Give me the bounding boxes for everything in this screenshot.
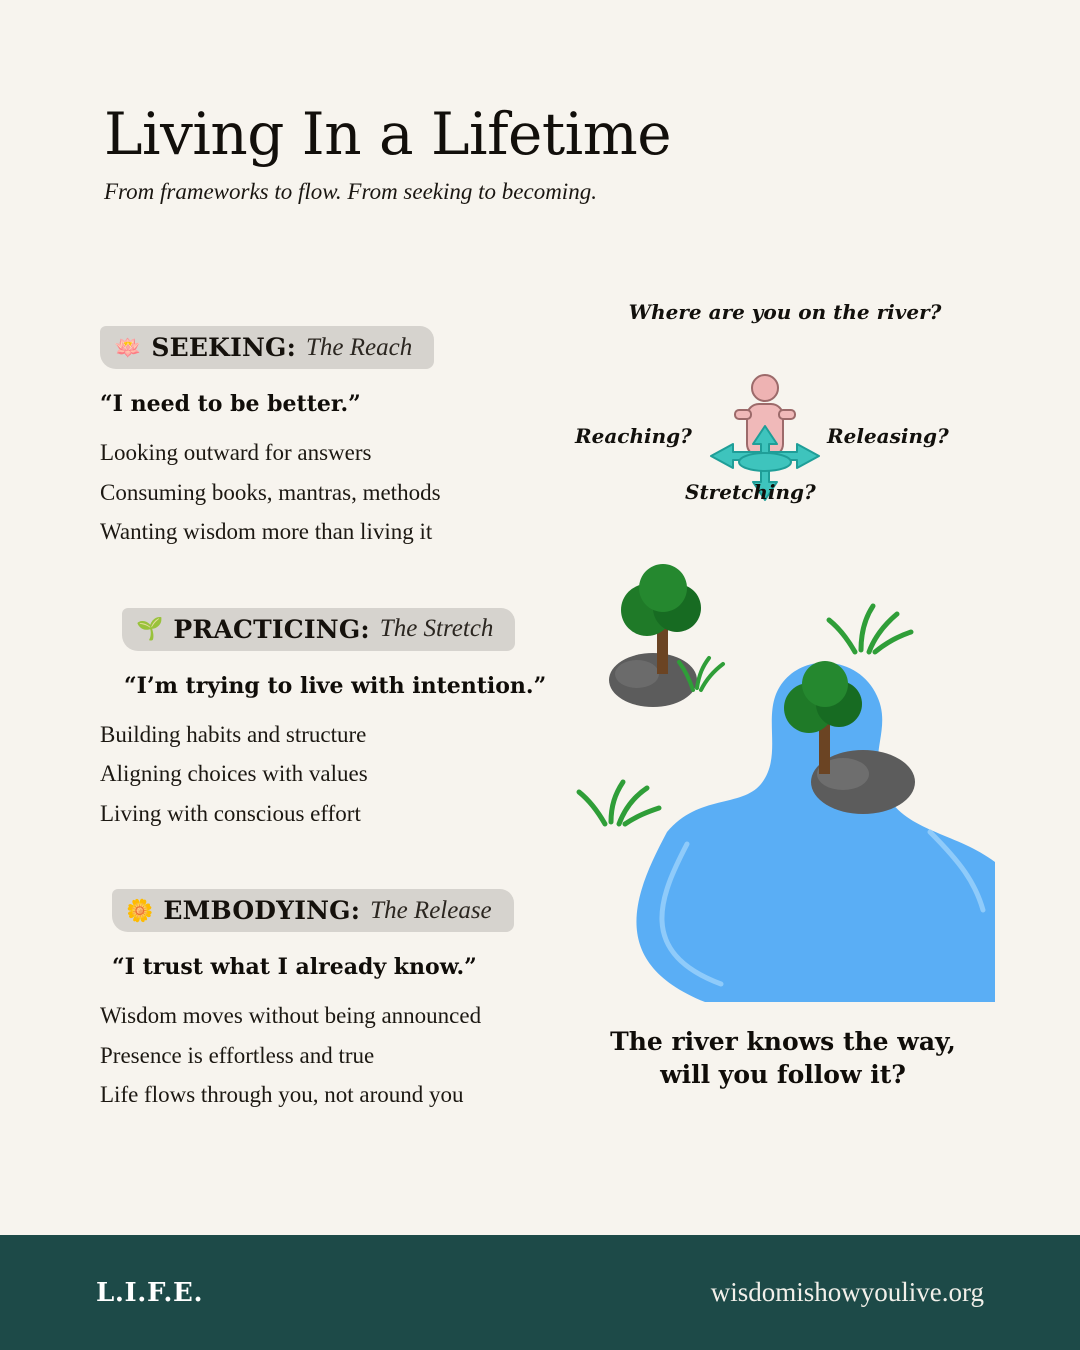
illustration-column [575,300,995,1091]
river-illustration [575,532,995,1002]
stages-column [100,326,570,1171]
footer-url[interactable]: wisdomishowyoulive.org [710,1277,984,1307]
stage-embodying-quote: “I trust what I already know.” [112,954,477,981]
list-item: Presence is effortless and true [100,1042,375,1068]
list-item: Wanting wisdom more than living it [100,519,433,545]
list-item: Wisdom moves without being announced [100,1003,482,1029]
compass-label-reaching: Reaching? [575,424,692,448]
stage-embodying-header [112,889,514,932]
footer [0,1235,1080,1350]
list-item: Looking outward for answers [100,440,372,465]
stage-practicing-subtitle: The Stretch [379,615,494,643]
list-item: Living with conscious effort [100,800,361,826]
compass-diagram [575,332,995,522]
stage-seeking [100,326,570,552]
compass-label-releasing: Releasing? [827,424,949,448]
stage-seeking-header [100,326,434,369]
lotus-icon: 🪷 [114,334,142,360]
stage-embodying-name: EMBODYING: [163,896,361,926]
stage-practicing-header [122,608,515,651]
closing-statement [583,1026,983,1091]
list-item: Building habits and structure [100,721,367,747]
list-item: Consuming books, mantras, methods [100,479,441,505]
blossom-icon: 🌼 [126,897,154,923]
stage-embodying-subtitle: The Release [370,896,492,924]
stage-seeking-quote: “I need to be better.” [100,391,361,417]
page-subtitle: From frameworks to flow. From seeking to becoming. [104,178,597,204]
stage-practicing [100,608,570,834]
list-item: Life flows through you, not around you [100,1082,464,1108]
stage-embodying [100,889,570,1115]
stage-seeking-points [100,433,570,552]
compass-title: Where are you on the river? [628,300,942,324]
river-scene-icon [575,532,995,1002]
closing-line-2: will you follow it? [660,1059,906,1089]
stage-seeking-name: SEEKING: [151,333,297,362]
seedling-icon: 🌱 [136,616,164,642]
compass-label-stretching: Stretching? [685,480,816,504]
stage-practicing-points [100,715,570,834]
stage-seeking-subtitle: The Reach [306,333,413,361]
stage-practicing-name: PRACTICING: [173,614,370,644]
header [104,100,984,205]
stage-embodying-points [100,996,570,1115]
stage-practicing-quote: “I’m trying to live with intention.” [124,672,547,699]
page-title: Living In a Lifetime [104,100,672,168]
closing-line-1: The river knows the way, [610,1027,956,1056]
list-item: Aligning choices with values [100,761,368,787]
footer-brand: L.I.F.E. [96,1277,204,1308]
